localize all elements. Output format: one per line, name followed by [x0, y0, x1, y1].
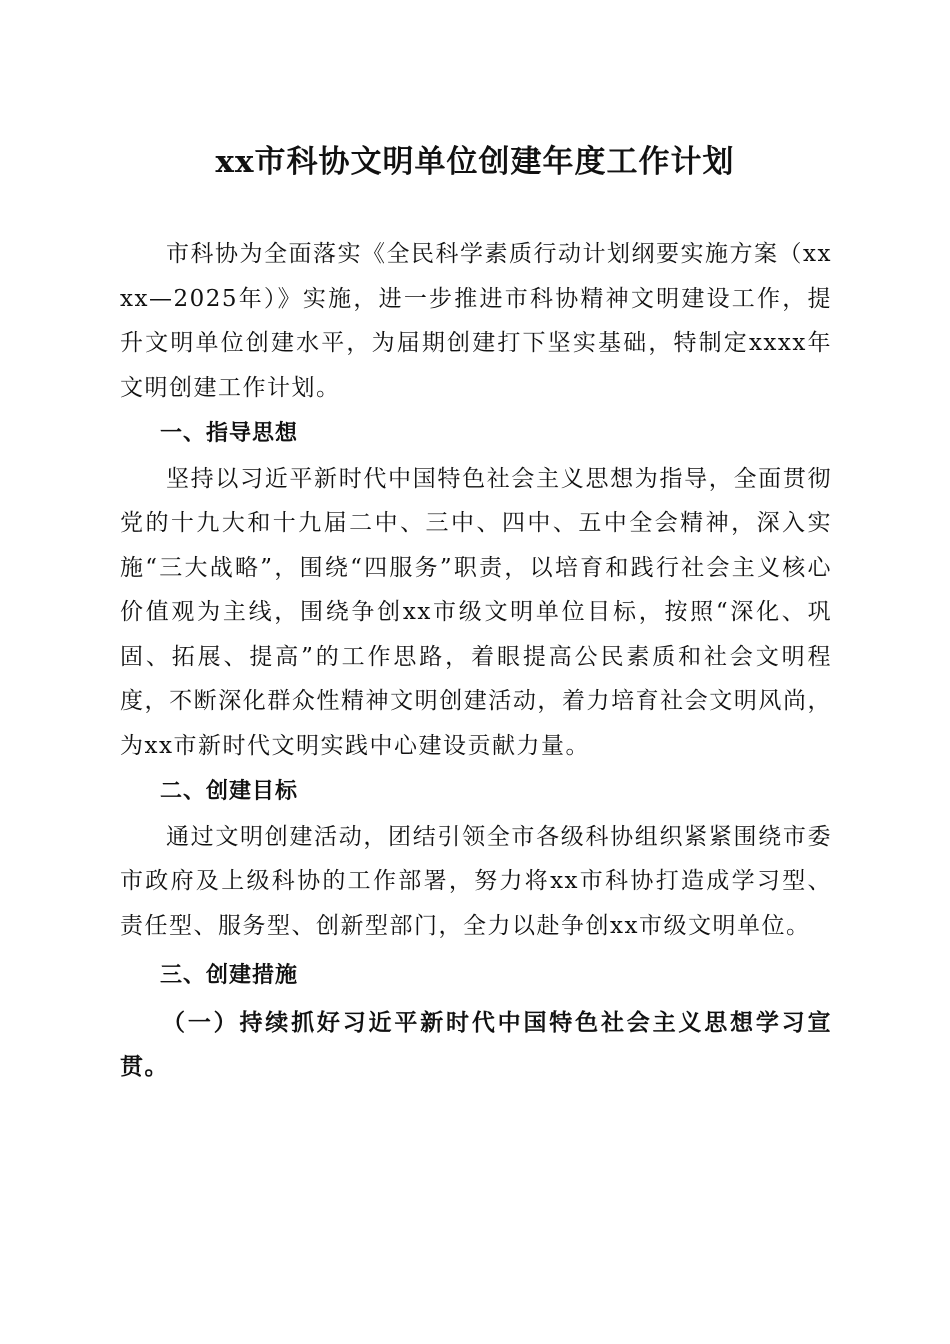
section-heading-goals: 二、创建目标 [160, 779, 299, 804]
intro-paragraph: 市科协为全面落实《全民科学素质行动计划纲要实施方案（xxxx—2025年）》实施，进一步推进市科协精神文明建设工作，提升文明单位创建水平，为届期创建打下坚实基础，特制定xxxx年文明创建工作计划。 [120, 241, 832, 401]
section-paragraph-goals: 通过文明创建活动，团结引领全市各级科协组织紧紧围绕市委市政府及上级科协的工作部署，努力将xx市科协打造成学习型、责任型、服务型、创新型部门，全力以赴争创xx市级文明单位。 [120, 823, 832, 939]
section-heading-guiding-ideology: 一、指导思想 [160, 421, 299, 446]
section-heading-measures: 三、创建措施 [160, 963, 299, 988]
document-body [120, 232, 832, 1090]
section-paragraph-guiding-ideology: 坚持以习近平新时代中国特色社会主义思想为指导，全面贯彻党的十九大和十九届二中、三中、四中、五中全会精神，深入实施“三大战略”，围绕“四服务”职责，以培育和践行社会主义核心价值观为主线，围绕争创xx市级文明单位目标，按照“深化、巩固、拓展、提高”的工作思路，着眼提高公民素质和社会文明程度，不断深化群众性精神文明创建活动，着力培育社会文明风尚，为xx市新时代文明实践中心建设贡献力量。 [120, 465, 832, 759]
document-title: xx市科协文明单位创建年度工作计划 [215, 144, 735, 180]
section-subheading-measure-1: （一）持续抓好习近平新时代中国特色社会主义思想学习宣贯。 [120, 1008, 832, 1080]
